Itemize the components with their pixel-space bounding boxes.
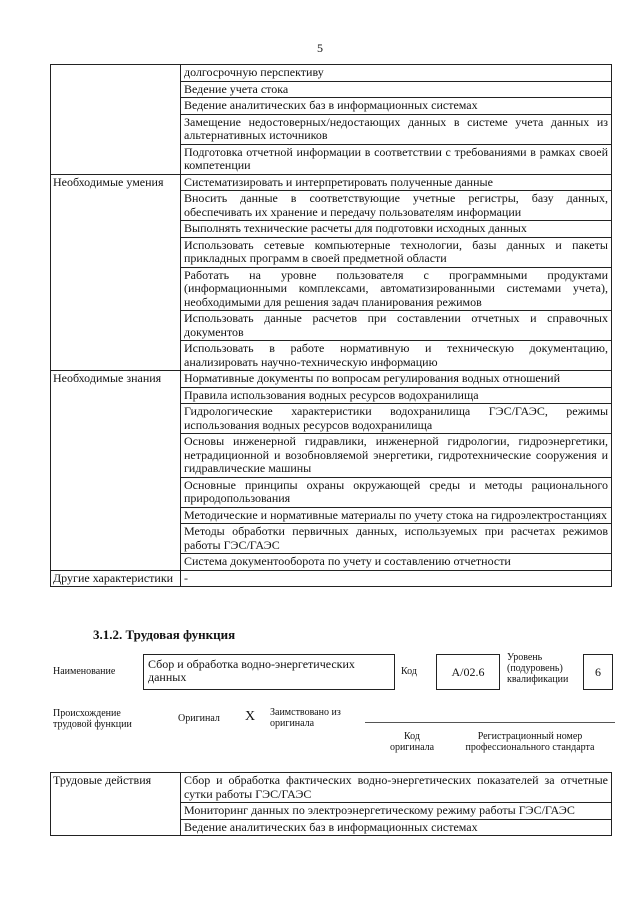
row-text: Использовать в работе нормативную и техническую документацию, анализировать научно-техническую информацию	[181, 341, 612, 371]
table-row	[51, 174, 612, 191]
origin-divider	[365, 722, 615, 723]
origin-label: Происхождение трудовой функции	[53, 708, 132, 730]
code-box	[436, 654, 500, 690]
row-label: Другие характеристики	[51, 570, 181, 587]
level-value: 6	[595, 665, 601, 679]
row-text: долгосрочную перспективу	[181, 65, 612, 82]
row-label: Необходимые знания	[51, 371, 181, 571]
row-text: Использовать сетевые компьютерные технологии, базы данных и пакеты прикладных программ в своей предметной области	[181, 237, 612, 267]
row-text: Замещение недостоверных/недостающих данных в системе учета данных из альтернативных источников	[181, 114, 612, 144]
level-box	[583, 654, 613, 690]
row-label: Трудовые действия	[51, 773, 181, 836]
row-text: Гидрологические характеристики водохранилища ГЭС/ГАЭС, режимы использования водных ресурсов водохранилища	[181, 404, 612, 434]
row-text: Ведение аналитических баз в информационных системах	[181, 819, 612, 836]
row-text: Систематизировать и интерпретировать полученные данные	[181, 174, 612, 191]
row-text: Подготовка отчетной информации в соответствии с требованиями в рамках своей компетенции	[181, 144, 612, 174]
original-label: Оригинал	[178, 713, 220, 724]
competencies-table	[50, 64, 612, 587]
row-text: Сбор и обработка фактических водно-энергетических показателей за отчетные сутки работы ГЭС/ГАЭС	[181, 773, 612, 803]
row-text: Выполнять технические расчеты для подготовки исходных данных	[181, 221, 612, 238]
row-text: Мониторинг данных по электроэнергетическому режиму работы ГЭС/ГАЭС	[181, 803, 612, 820]
row-text: Основные принципы охраны окружающей среды и методы рационального природопользования	[181, 477, 612, 507]
row-text: Нормативные документы по вопросам регулирования водных отношений	[181, 371, 612, 388]
level-label: Уровень (подуровень) квалификации	[507, 652, 569, 685]
name-label: Наименование	[53, 666, 116, 677]
original-mark: X	[245, 709, 256, 724]
row-text: -	[181, 570, 612, 587]
reg-number-label: Регистрационный номер профессионального стандарта	[465, 731, 595, 753]
row-text: Использовать данные расчетов при составлении отчетных и справочных документов	[181, 311, 612, 341]
section-title: 3.1.2. Трудовая функция	[93, 627, 236, 642]
row-text: Ведение аналитических баз в информационных системах	[181, 98, 612, 115]
row-text: Методы обработки первичных данных, используемых при расчетах режимов работы ГЭС/ГАЭС	[181, 524, 612, 554]
row-text: Вносить данные в соответствующие учетные регистры, базу данных, обеспечивать их хранение и передачу пользователям информации	[181, 191, 612, 221]
row-label	[51, 65, 181, 175]
row-text: Система документооборота по учету и составлению отчетности	[181, 554, 612, 571]
table-row	[51, 65, 612, 82]
table-row	[51, 570, 612, 587]
code-value: A/02.6	[451, 665, 485, 679]
row-text: Методические и нормативные материалы по учету стока на гидроэлектростанциях	[181, 507, 612, 524]
code-original-label: Код оригинала	[389, 731, 435, 753]
name-box	[143, 654, 395, 690]
table-row	[51, 371, 612, 388]
row-text: Основы инженерной гидравлики, инженерной гидрологии, гидроэнергетики, нетрадиционной и возобновляемой энергетики, гидротехнические сооружения и гидравлические машины	[181, 434, 612, 478]
borrowed-label: Заимствовано из оригинала	[270, 707, 341, 729]
code-label: Код	[401, 666, 417, 677]
row-text: Правила использования водных ресурсов водохранилища	[181, 387, 612, 404]
row-text: Работать на уровне пользователя с программными продуктами (информационными комплексами, автоматизированными системами учета), необходимыми для решения задач планирования режимов	[181, 267, 612, 311]
row-label: Необходимые умения	[51, 174, 181, 371]
labor-actions-table	[50, 772, 612, 836]
name-value: Сбор и обработка водно-энергетических данных	[148, 657, 355, 684]
page-number: 5	[317, 41, 323, 55]
row-text: Ведение учета стока	[181, 81, 612, 98]
table-row	[51, 773, 612, 803]
